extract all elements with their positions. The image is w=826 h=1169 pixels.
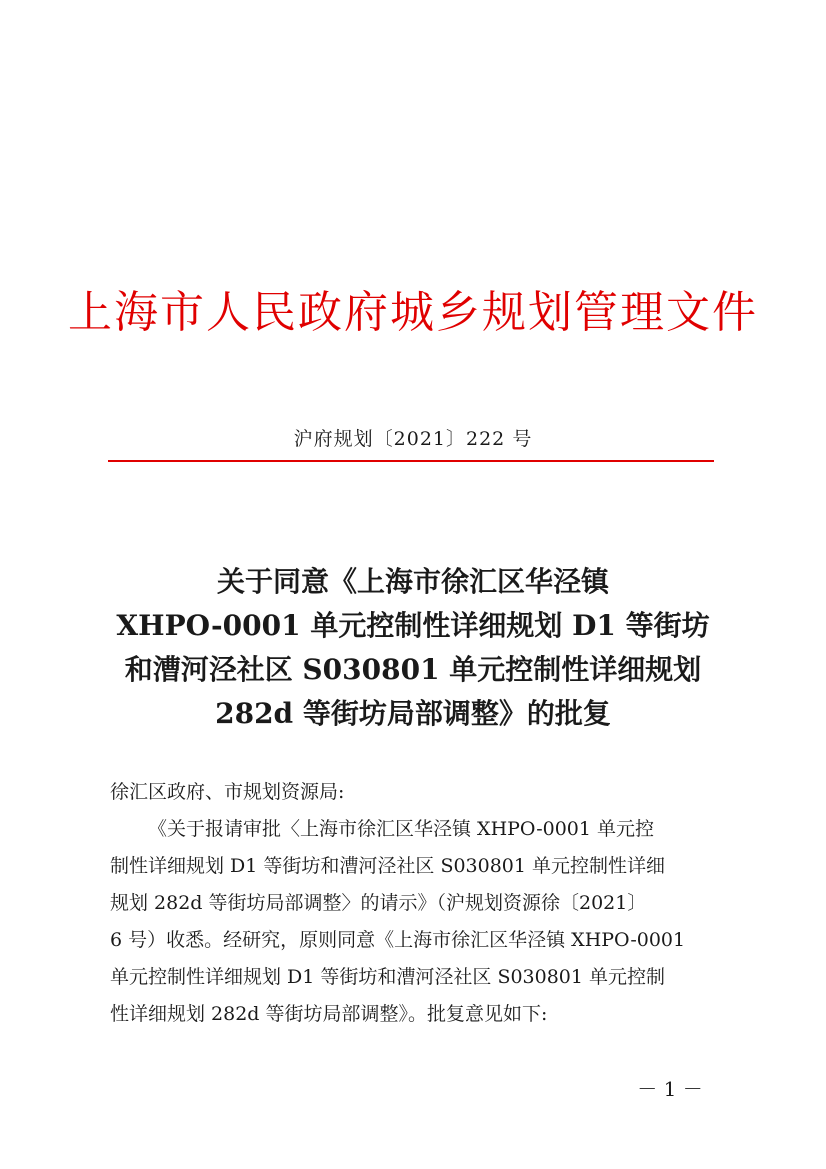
paragraph-line: 性详细规划 282d 等街坊局部调整》。批复意见如下:	[110, 1003, 548, 1025]
paragraph-line: 6 号）收悉。经研究，原则同意《上海市徐汇区华泾镇 XHPO-0001	[110, 929, 686, 951]
title-line: 282d 等街坊局部调整》的批复	[215, 697, 611, 730]
body-paragraph	[110, 811, 716, 1033]
header-divider	[108, 460, 714, 462]
document-body	[110, 774, 716, 1033]
header-title: 上海市人民政府城乡规划管理文件	[68, 287, 758, 338]
document-title	[100, 560, 726, 736]
salutation-text: 徐汇区政府、市规划资源局:	[110, 781, 345, 803]
title-line: XHPO-0001 单元控制性详细规划 D1 等街坊	[116, 609, 710, 642]
paragraph-line: 《关于报请审批〈上海市徐汇区华泾镇 XHPO-0001 单元控	[148, 818, 655, 840]
title-line: 和漕河泾社区 S030801 单元控制性详细规划	[124, 653, 702, 686]
page-number: － 1 －	[637, 1077, 703, 1101]
paragraph-line: 单元控制性详细规划 D1 等街坊和漕河泾社区 S030801 单元控制	[110, 966, 666, 988]
document-number: 沪府规划〔2021〕222 号	[293, 428, 533, 450]
title-line: 关于同意《上海市徐汇区华泾镇	[216, 565, 609, 598]
paragraph-line: 制性详细规划 D1 等街坊和漕河泾社区 S030801 单元控制性详细	[110, 855, 666, 877]
paragraph-line: 规划 282d 等街坊局部调整〉的请示》（沪规划资源徐〔2021〕	[110, 892, 647, 914]
salutation	[110, 774, 716, 811]
